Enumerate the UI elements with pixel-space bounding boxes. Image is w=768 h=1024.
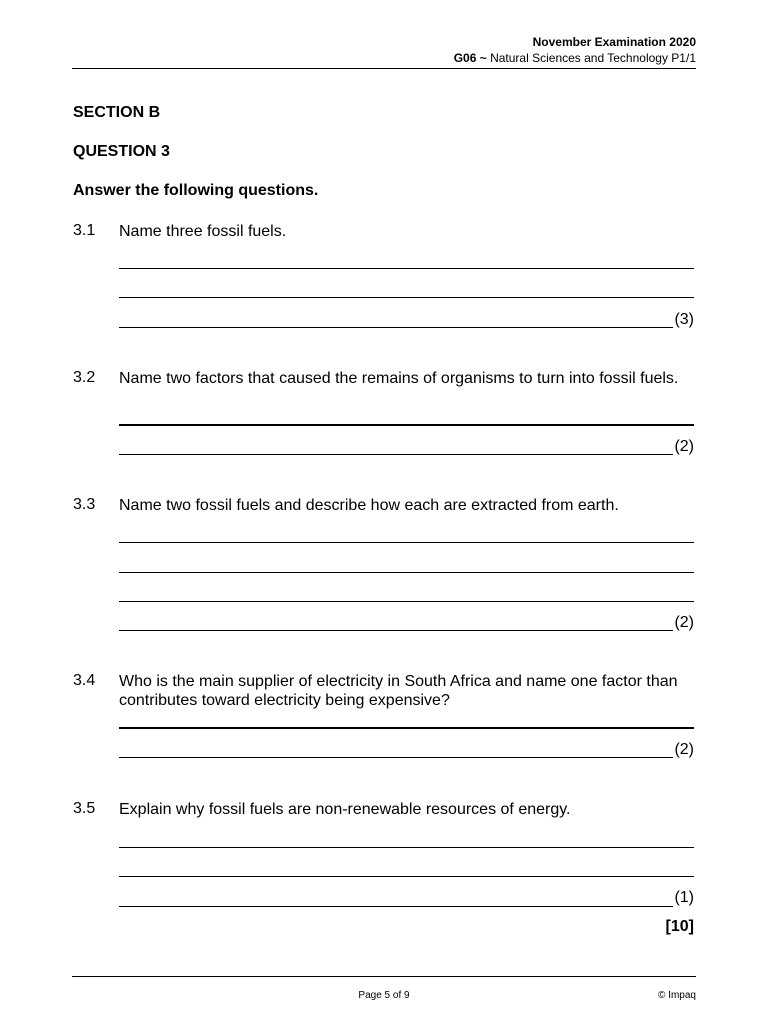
mark-allocation: (2) xyxy=(674,438,694,455)
answer-line[interactable] xyxy=(119,630,673,631)
answer-line[interactable] xyxy=(119,424,694,426)
answer-line[interactable] xyxy=(119,297,694,298)
question-number: 3.5 xyxy=(73,800,96,817)
answer-line[interactable] xyxy=(119,906,673,907)
answer-line[interactable] xyxy=(119,327,673,328)
exam-name: November Examination 2020 xyxy=(532,35,696,49)
mark-allocation: (1) xyxy=(674,889,694,906)
mark-allocation: (3) xyxy=(674,311,694,328)
answer-line[interactable] xyxy=(119,757,673,758)
exam-title xyxy=(533,35,696,50)
answer-line[interactable] xyxy=(119,601,694,602)
mark-allocation: (2) xyxy=(674,614,694,631)
separator: ~ xyxy=(479,51,487,65)
subject-name: Natural Sciences and Technology P1/1 xyxy=(490,51,696,65)
question-number: 3.4 xyxy=(73,672,96,689)
header-divider xyxy=(72,68,696,69)
copyright: © Impaq xyxy=(658,990,696,1001)
mark-allocation: (2) xyxy=(674,741,694,758)
question-text: Explain why fossil fuels are non-renewable resources of energy. xyxy=(119,801,571,818)
question-title: QUESTION 3 xyxy=(73,143,170,160)
subject-line xyxy=(454,51,696,66)
grade-code: G06 xyxy=(453,51,477,65)
question-text: Name two fossil fuels and describe how each are extracted from earth. xyxy=(119,497,619,514)
footer-divider xyxy=(72,976,696,977)
question-text: Who is the main supplier of electricity in South Africa and name one factor than contributes toward electricity being expensive? xyxy=(119,673,678,709)
answer-line[interactable] xyxy=(119,268,694,269)
question-number: 3.1 xyxy=(73,222,96,239)
answer-line[interactable] xyxy=(119,876,694,877)
answer-line[interactable] xyxy=(119,727,694,729)
question-number: 3.3 xyxy=(73,496,96,513)
total-marks: [10] xyxy=(665,918,694,935)
question-text: Name three fossil fuels. xyxy=(119,223,287,240)
question-number: 3.2 xyxy=(73,369,96,386)
page-number: Page 5 of 9 xyxy=(358,990,410,1001)
answer-line[interactable] xyxy=(119,542,694,543)
instruction-text: Answer the following questions. xyxy=(73,182,319,199)
answer-line[interactable] xyxy=(119,572,694,573)
question-text: Name two factors that caused the remains of organisms to turn into fossil fuels. xyxy=(119,370,679,387)
answer-line[interactable] xyxy=(119,454,673,455)
answer-line[interactable] xyxy=(119,847,694,848)
section-title: SECTION B xyxy=(73,104,161,121)
